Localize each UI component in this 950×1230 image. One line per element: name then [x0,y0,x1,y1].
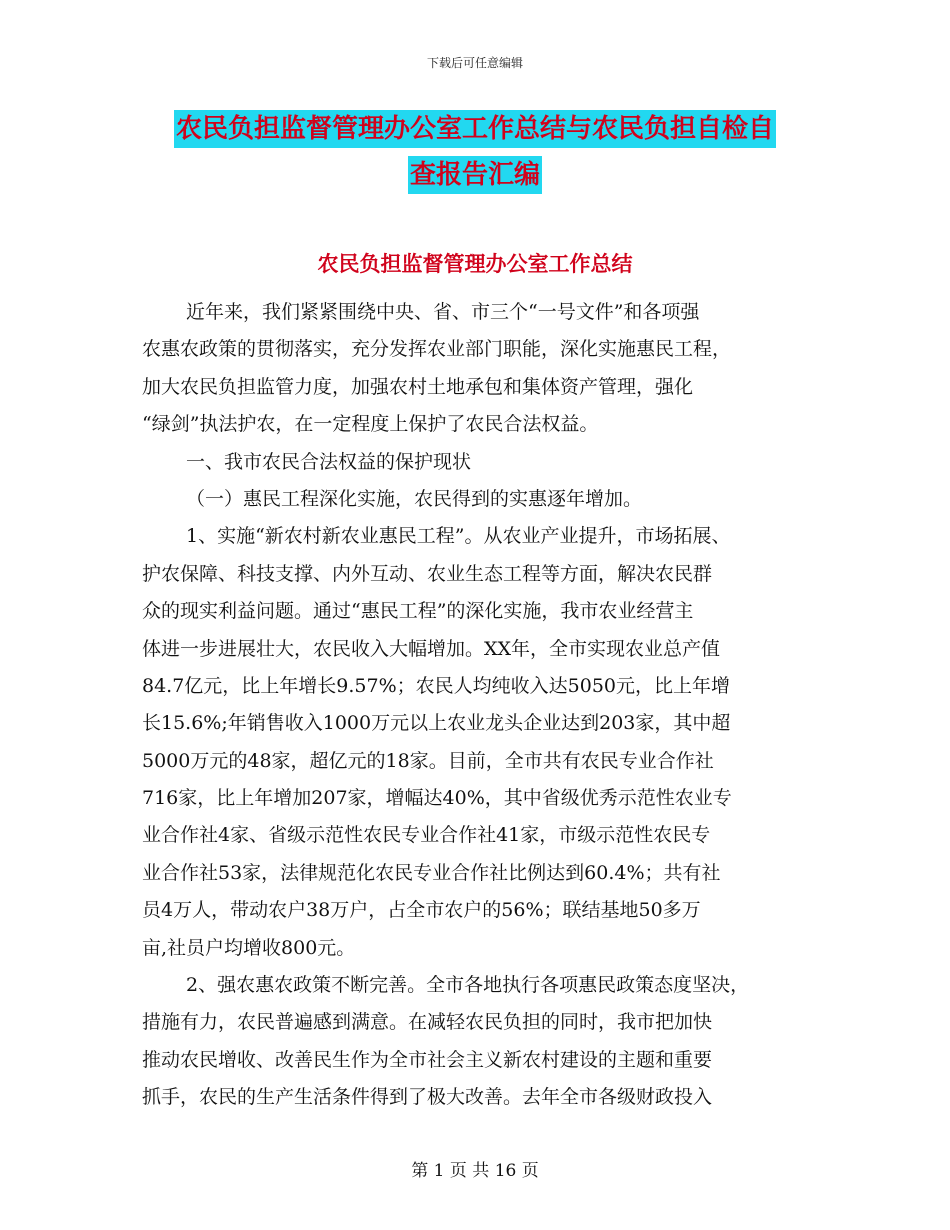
paragraph-line: 长15.6%;年销售收入1000万元以上农业龙头企业达到203家，其中超 [142,712,731,735]
paragraph-line: 农惠农政策的贯彻落实，充分发挥农业部门职能，深化实施惠民工程， [142,338,732,361]
document-title-line-2 [0,158,950,192]
paragraph-line: 护农保障、科技支撑、内外互动、农业生态工程等方面，解决农民群 [142,562,713,585]
paragraph-line: 716家，比上年增加207家，增幅达40%，其中省级优秀示范性农业专 [142,787,732,810]
paragraph-line: 众的现实利益问题。通过“惠民工程”的深化实施，我市农业经营主 [142,600,694,623]
document-body [142,294,832,1117]
document-title-line-1 [0,112,950,146]
paragraph-line: 加大农民负担监管力度，加强农村土地承包和集体资产管理，强化 [142,375,694,398]
paragraph-line: 5000万元的48家，超亿元的18家。目前，全市共有农民专业合作社 [142,749,714,772]
paragraph-line: 抓手，农民的生产生活条件得到了极大改善。去年全市各级财政投入 [142,1086,713,1109]
section-title: 农民负担监督管理办公室工作总结 [317,252,633,276]
paragraph-line: 业合作社4家、省级示范性农民专业合作社41家，市级示范性农民专 [142,824,711,847]
page-number-footer: 第 1 页 共 16 页 [411,1161,539,1181]
paragraph-line: 推动农民增收、改善民生作为全市社会主义新农村建设的主题和重要 [142,1048,713,1071]
subheading-line: （一）惠民工程深化实施，农民得到的实惠逐年增加。 [186,487,643,510]
page-header-note: 下载后可任意编辑 [426,56,523,70]
paragraph-line: 84.7亿元，比上年增长9.57%；农民人均纯收入达5050元，比上年增 [142,674,731,697]
document-title-text-2: 查报告汇编 [408,156,542,194]
document-title-text-1: 农民负担监督管理办公室工作总结与农民负担自检自 [174,110,776,148]
paragraph-line: 1、实施“新农村新农业惠民工程”。从农业产业提升，市场拓展、 [186,525,731,548]
paragraph-line: 措施有力，农民普遍感到满意。在减轻农民负担的同时，我市把加快 [142,1011,713,1034]
paragraph-line: 体进一步进展壮大，农民收入大幅增加。XX年，全市实现农业总产值 [142,637,721,660]
paragraph-line: 员4万人，带动农户38万户，占全市农户的56%；联结基地50多万 [142,899,701,922]
paragraph-line: 亩,社员户均增收800元。 [142,936,356,959]
paragraph-line: 近年来，我们紧紧围绕中央、省、市三个“一号文件”和各项强 [186,301,700,323]
paragraph-line: “绿剑”执法护农，在一定程度上保护了农民合法权益。 [142,413,599,436]
paragraph-line: 业合作社53家，法律规范化农民专业合作社比例达到60.4%；共有社 [142,861,721,884]
heading-line: 一、我市农民合法权益的保护现状 [186,450,472,473]
paragraph-line: 2、强农惠农政策不断完善。全市各地执行各项惠民政策态度坚决， [186,974,750,997]
